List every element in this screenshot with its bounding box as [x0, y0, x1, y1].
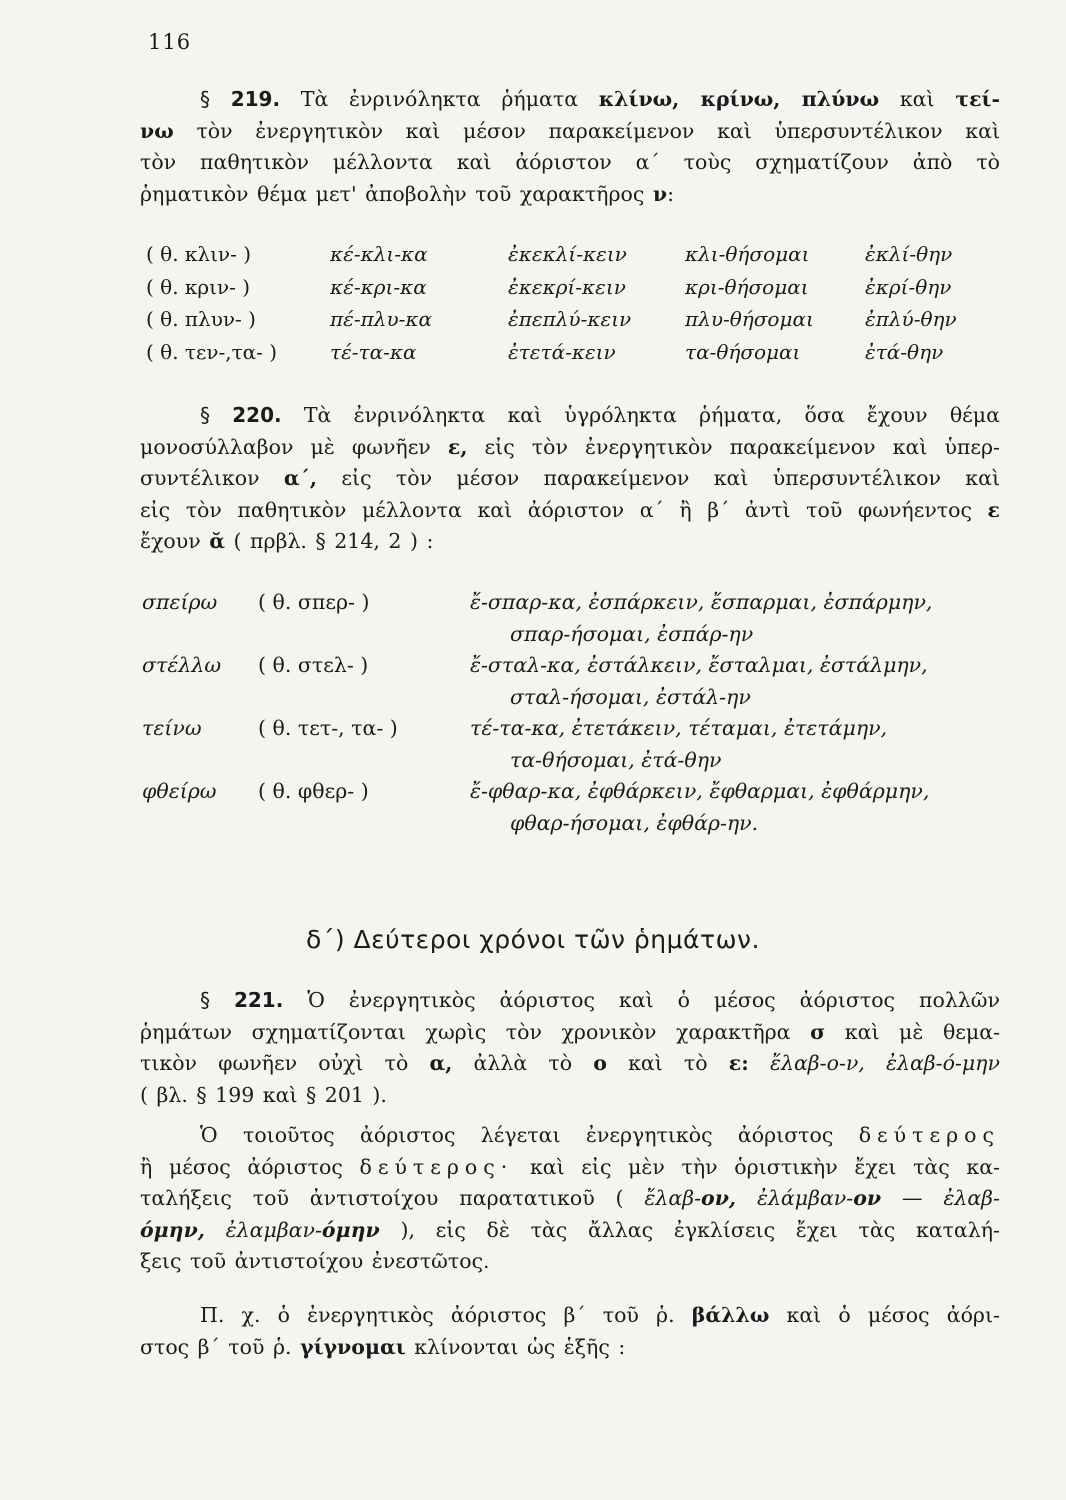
book-page: 116 § 219. Τὰ ἐνρινόληκτα ῥήματα κλίνω, κρίνω, πλύνω καὶ τεί- νω τὸν ἐνεργητικὸν καὶ μέσον παρακείμενον καὶ ὑπερσυντέλικον καὶ τὸν παθητικὸν μέλλοντα καὶ ἀόριστον α΄ τοὺς σχηματίζουν ἀπὸ τὸ ῥηματικὸν θέμα μετ' ἀποβολὴν τοῦ χαρακτῆρος ν: ( θ. κλιν- ) κέ-κλι-κα ἐκεκλί-κειν κλι-θήσομαι ἐκλί-θην ( θ. κριν- ) κέ-κρι-κα ἐκεκρί-κειν κρι-θήσομαι ἐκρί-θην ( θ. πλυν- ) πέ-πλυ-κα ἐπεπλύ-κειν πλυ-θήσομαι ἐπλύ-θην ( θ. τεν-,τα- ) τέ-τα-κα ἐτετά-κειν τα-θήσομαι ἐτά-θην § 220. Τὰ ἐνρινόληκτα καὶ ὑγρόληκτα ῥήματα, ὅσα ἔχουν θέμα μονοσύλλαβον μὲ φωνῆεν ε, εἰς τὸν ἐνεργητικὸν παρακείμενον καὶ ὑπερ- συντέλικον α΄, εἰς τὸν μέσον παρακείμενον καὶ ὑπερσυντέλικον καὶ εἰς τὸν παθητικὸν μέλλοντα καὶ ἀόριστον α΄ ἢ β΄ ἀντὶ τοῦ φωνήεντος ε ἔχουν ᾰ ( πρβλ. § 214, 2 ) : σπείρω ( θ. σπερ- ) ἔ-σπαρ-κα, ἐσπάρκειν, ἔσπαρμαι, ἐσπάρμην, σπαρ-ήσομαι, ἐσπάρ-ην στέλλω ( θ. στελ- ) ἔ-σταλ-κα, ἐστάλκειν, ἔσταλμαι, ἐστάλμην, σταλ-ήσομαι, ἐστάλ-ην τείνω ( θ. τετ-, τα- ) τέ-τα-κα, ἐτετάκειν, τέταμαι, ἐτετάμην, τα-θήσομαι, ἐτά-θην φθείρω ( θ. φθερ- ) ἔ-φθαρ-κα, ἐφθάρκειν, ἔφθαρμαι, ἐφθάρμην, φθαρ-ήσομαι, ἐφθάρ-ην. δ΄) Δεύτεροι χρόνοι τῶν ῥημάτων. § 221. Ὁ ἐνεργητικὸς ἀόριστος καὶ ὁ μέσος ἀόριστος πολλῶν ῥημάτων σχηματίζονται χωρὶς τὸν χρονικὸν χαρακτῆρα σ καὶ μὲ θεμα- τικὸν φωνῆεν οὐχὶ τὸ α, ἀλλὰ τὸ ο καὶ τὸ ε: ἔλαβ-ο-ν, ἐλαβ-ό-μην ( βλ. § 199 καὶ § 201 ). Ὁ τοιοῦτος ἀόριστος λέγεται ἐνεργητικὸς ἀόριστος δεύτερος ἢ μέσος ἀόριστος δεύτερος· καὶ εἰς μὲν τὴν ὁριστικὴν ἔχει τὰς κα- ταλήξεις τοῦ ἀντιστοίχου παρατατικοῦ ( ἔλαβ-ον, ἐλάμβαν-ον — ἐλαβ- όμην, ἐλαμβαν-όμην ), εἰς δὲ τὰς ἄλλας ἐγκλίσεις ἔχει τὰς καταλή- ξεις τοῦ ἀντιστοίχου ἐνεστῶτος. Π. χ. ὁ ἐνεργητικὸς ἀόριστος β΄ τοῦ ῥ. βάλλω καὶ ὁ μέσος ἀόρι- στος β΄ τοῦ ῥ. γίγνομαι κλίνονται ὡς ἑξῆς :: [0, 0, 1066, 1500]
paragraph-second-aorist: Ὁ τοιοῦτος ἀόριστος λέγεται ἐνεργητικὸς ἀόριστος δεύτερος ἢ μέσος ἀόριστος δεύτερος· καὶ εἰς μὲν τὴν ὁριστικὴν ἔχει τὰς κα- ταλήξεις τοῦ ἀντιστοίχου παρατατικοῦ ( ἔλαβ-ον, ἐλάμβαν-ον — ἐλαβ- όμην, ἐλαμβαν-όμην ), εἰς δὲ τὰς ἄλλας ἐγκλίσεις ἔχει τὰς καταλή- ξεις τοῦ ἀντιστοίχου ἐνεστῶτος.: [140, 1123, 1000, 1273]
page-number: 116: [148, 30, 192, 54]
section-sign: §: [200, 403, 210, 427]
section-number: 220.: [232, 403, 282, 427]
paragraph-example: Π. χ. ὁ ἐνεργητικὸς ἀόριστος β΄ τοῦ ῥ. βάλλω καὶ ὁ μέσος ἀόρι- στος β΄ τοῦ ῥ. γίγνομαι κλίνονται ὡς ἑξῆς :: [140, 1303, 1000, 1359]
section-sign: §: [200, 988, 210, 1012]
section-219: § 219. Τὰ ἐνρινόληκτα ῥήματα κλίνω, κρίνω, πλύνω καὶ τεί- νω τὸν ἐνεργητικὸν καὶ μέσον παρακείμενον καὶ ὑπερσυντέλικον καὶ τὸν παθητικὸν μέλλοντα καὶ ἀόριστον α΄ τοὺς σχηματίζουν ἀπὸ τὸ ῥηματικὸν θέμα μετ' ἀποβολὴν τοῦ χαρακτῆρος ν:: [140, 87, 1000, 206]
section-number: 219.: [230, 87, 281, 111]
section-221: § 221. Ὁ ἐνεργητικὸς ἀόριστος καὶ ὁ μέσος ἀόριστος πολλῶν ῥημάτων σχηματίζονται χωρὶς τὸν χρονικὸν χαρακτῆρα σ καὶ μὲ θεμα- τικὸν φωνῆεν οὐχὶ τὸ α, ἀλλὰ τὸ ο καὶ τὸ ε: ἔλαβ-ο-ν, ἐλαβ-ό-μην ( βλ. § 199 καὶ § 201 ).: [140, 988, 1001, 1107]
section-sign: §: [200, 87, 210, 111]
section-220: § 220. Τὰ ἐνρινόληκτα καὶ ὑγρόληκτα ῥήματα, ὅσα ἔχουν θέμα μονοσύλλαβον μὲ φωνῆεν ε, εἰς τὸν ἐνεργητικὸν παρακείμενον καὶ ὑπερ- συντέλικον α΄, εἰς τὸν μέσον παρακείμενον καὶ ὑπερσυντέλικον καὶ εἰς τὸν παθητικὸν μέλλοντα καὶ ἀόριστον α΄ ἢ β΄ ἀντὶ τοῦ φωνήεντος ε ἔχουν ᾰ ( πρβλ. § 214, 2 ) :: [140, 403, 1000, 553]
section-heading: δ΄) Δεύτεροι χρόνοι τῶν ῥημάτων.: [306, 925, 760, 954]
section-number: 221.: [233, 988, 284, 1012]
